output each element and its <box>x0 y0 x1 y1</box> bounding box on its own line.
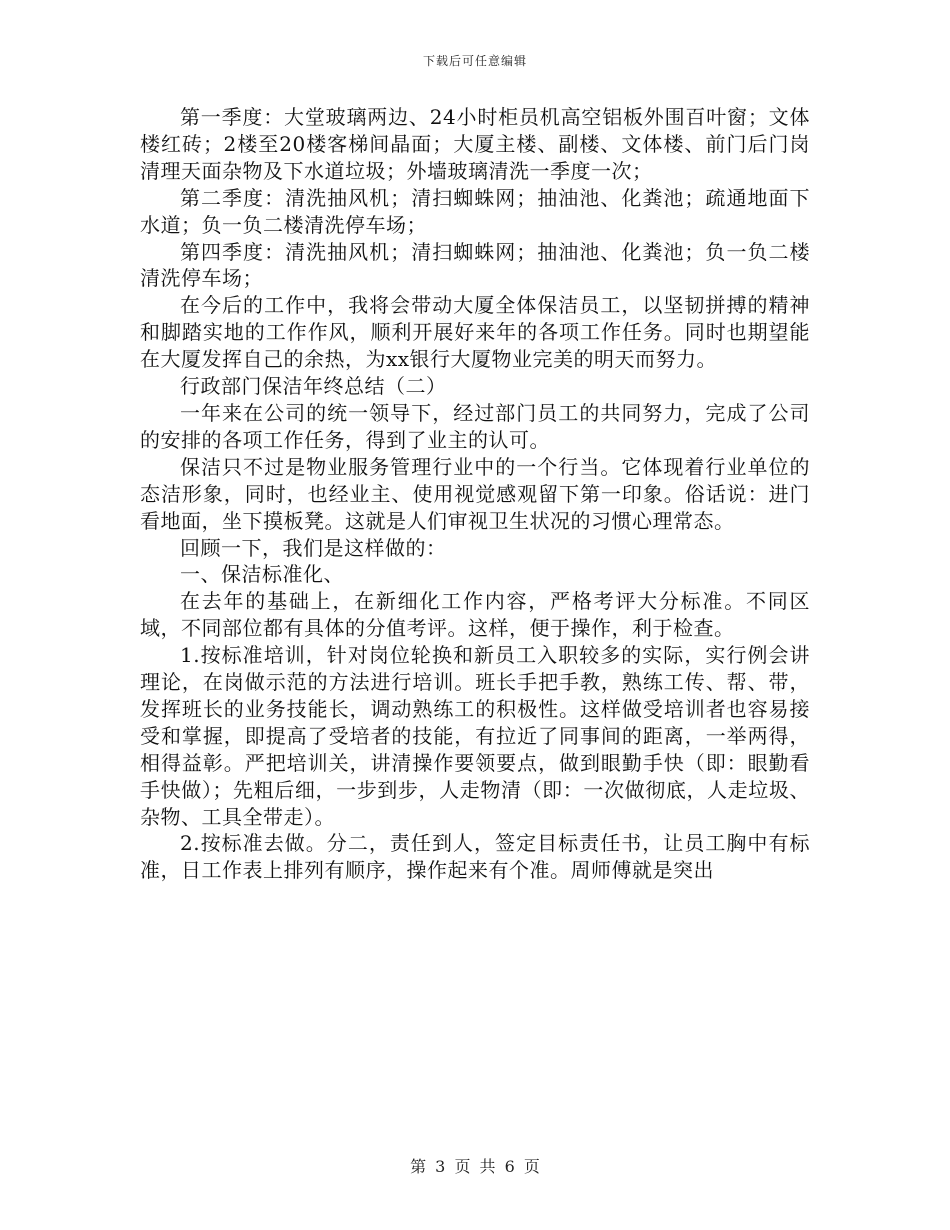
section-title: 行政部门保洁年终总结（二） <box>180 374 447 399</box>
paragraph-execution: 2.按标准去做。分二，责任到人，签定目标责任书，让员工胸中有标准，日工作表上排列有顺序，操作起来有个准。周师傅就是突出 <box>140 831 810 883</box>
paragraph-q4: 第四季度：清洗抽风机；清扫蜘蛛网；抽油池、化粪池；负一负二楼清洗停车场； <box>140 239 810 291</box>
document-body <box>140 104 810 884</box>
paragraph-standards: 在去年的基础上，在新细化工作内容，严格考评大分标准。不同区域，不同部位都有具体的分值考评。这样，便于操作，利于检查。 <box>140 589 810 641</box>
paragraph-review: 回顾一下，我们是这样做的： <box>180 535 447 560</box>
paragraph-intro: 一年来在公司的统一领导下，经过部门员工的共同努力，完成了公司的安排的各项工作任务，得到了业主的认可。 <box>140 400 810 452</box>
paragraph-q1: 第一季度：大堂玻璃两边、24小时柜员机高空铝板外围百叶窗；文体楼红砖；2楼至20楼客梯间晶面；大厦主楼、副楼、文体楼、前门后门岗清理天面杂物及下水道垃圾；外墙玻璃清洗一季度一次； <box>140 105 810 183</box>
paragraph-q2: 第二季度：清洗抽风机；清扫蜘蛛网；抽油池、化粪池；疏通地面下水道；负一负二楼清洗停车场； <box>140 185 810 237</box>
paragraph-training: 1.按标准培训，针对岗位轮换和新员工入职较多的实际，实行例会讲理论，在岗做示范的方法进行培训。班长手把手教，熟练工传、帮、带，发挥班长的业务技能长，调动熟练工的积极性。这样做受培训者也容易接受和掌握，即提高了受培者的技能，有拉近了同事间的距离，一举两得，相得益彰。严把培训关，讲清操作要领要点，做到眼勤手快（即：眼勤看手快做）；先粗后细，一步到步，人走物清（即：一次做彻底，人走垃圾、杂物、工具全带走）。 <box>140 643 810 829</box>
paragraph-future-work: 在今后的工作中，我将会带动大厦全体保洁员工，以坚韧拼搏的精神和脚踏实地的工作作风，顺利开展好来年的各项工作任务。同时也期望能在大厦发挥自己的余热，为xx银行大厦物业完美的明天而努力。 <box>140 293 810 372</box>
paragraph-cleaning-role: 保洁只不过是物业服务管理行业中的一个行当。它体现着行业单位的态洁形象，同时，也经业主、使用视觉感观留下第一印象。俗话说：进门看地面，坐下摸板凳。这就是人们审视卫生状况的习惯心理常态。 <box>140 454 810 533</box>
subheading-standardization: 一、保洁标准化、 <box>180 562 344 587</box>
page-footer: 第 3 页 共 6 页 <box>410 1157 540 1176</box>
page-header: 下载后可任意编辑 <box>422 54 527 68</box>
